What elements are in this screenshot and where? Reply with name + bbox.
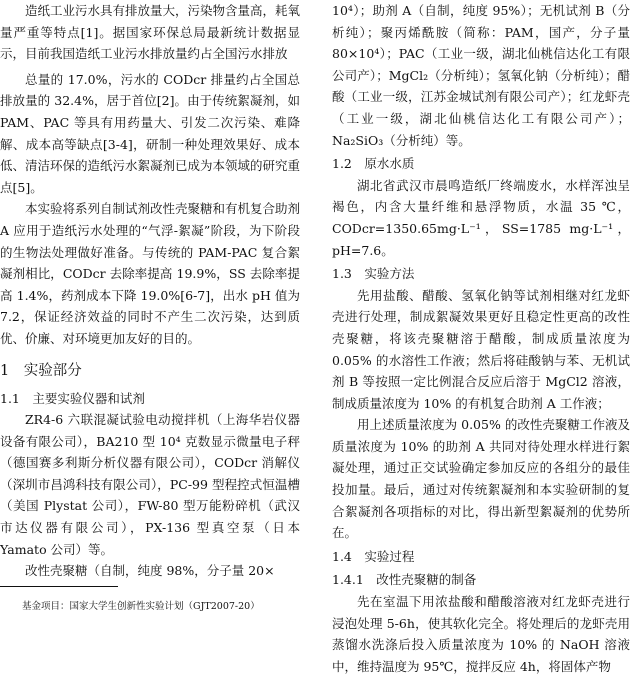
subsubsection-heading-chitosan-prep: 1.4.1 改性壳聚糖的制备	[332, 572, 477, 588]
chitosan-prep-paragraph: 先在室温下用浓盐酸和醋酸溶液对红龙虾壳进行浸泡处理 5-6h，使其软化完全。将处理后的龙虾壳用蒸馏水洗涤后投入质量浓度为 10% 的 NaOH 溶液中，维持温度为 95℃，搅拌反应 4h，将固体产物	[332, 594, 630, 674]
footnote-funding: 基金项目：国家大学生创新性实验计划（GJT2007-20）	[22, 601, 260, 612]
reagents-paragraph-continued: 10⁴）；助剂 A（自制，纯度 95%）；无机试剂 B（分析纯）；聚丙烯酰胺（简称：PAM，国产，分子量 80×10⁴）；PAC（工业一级，湖北仙桃信达化工有限公司产）；MgCl₂（分析纯）；氢氧化钠（分析纯）；醋酸（工业一级，江苏金城试剂有限公司产）；红龙虾壳（工业一级，湖北仙桃信达化工有限公司产）；Na₂SiO₃（分析纯）等。	[332, 3, 630, 148]
subsection-heading-raw-water: 1.2 原水水质	[332, 156, 415, 172]
raw-water-paragraph: 湖北省武汉市晨鸣造纸厂终端废水，水样浑浊呈褐色，内含大量纤维和悬浮物质，水温 35 ℃，CODcr=1350.65mg·L⁻¹，SS=1785 mg·L⁻¹，pH=7.6。	[332, 177, 630, 258]
reagents-paragraph-start: 改性壳聚糖（自制，纯度 98%，分子量 20×	[25, 563, 275, 579]
footnote-divider	[0, 586, 118, 587]
intro-paragraph-3: 本实验将系列自制试剂改性壳聚糖和有机复合助剂 A 应用于造纸污水处理的“气浮-絮凝”阶段，为下阶段的生物法处理做好准备。与传统的 PAM-PAC 复合絮凝剂相比，CODcr 去除率提高 19.9%，SS 去除率提高 1.4%，药剂成本下降 19.0%[6-7]，出水 pH 值为 7.2，保证经济效益的同时不产生二次污染，达到质优、价廉、对环境更加友好的目的。	[0, 201, 301, 346]
intro-paragraph-2: 总量的 17.0%，污水的 CODcr 排量约占全国总排放量的 32.4%，居于首位[2]。由于传统絮凝剂，如 PAM、PAC 等具有用药量大、引发二次污染、难降解、成本高等缺点[3-4]，研制一种处理效果好、成本低、清洁环保的造纸污水絮凝剂已成为本领域的研究重点[5]。	[0, 71, 301, 195]
section-heading-experimental: 1 实验部分	[0, 362, 82, 379]
right-column	[332, 0, 630, 677]
subsection-heading-instruments: 1.1 主要实验仪器和试剂	[0, 390, 145, 406]
subsection-heading-process: 1.4 实验过程	[332, 548, 415, 564]
method-paragraph-2: 用上述质量浓度为 0.05% 的改性壳聚糖工作液及质量浓度为 10% 的助剂 A 共同对待处理水样进行絮凝处理，通过正交试验确定参加反应的各组分的最佳投加量。最后，通过对传统絮凝剂和本实验研制的复合絮凝剂各项指标的对比，得出新型絮凝剂的优势所在。	[332, 417, 630, 541]
subsection-heading-method: 1.3 实验方法	[332, 266, 415, 282]
left-column	[0, 0, 300, 582]
instruments-paragraph: ZR4-6 六联混凝试验电动搅拌机（上海华岩仪器设备有限公司），BA210 型 10⁴ 克数显示微量电子秤（德国赛多利斯分析仪器有限公司），CODcr 消解仪（深圳市昌鸿科技有限公司），PC-99 型程控式恒温槽（美国 Plystat 公司），FW-80 型万能粉碎机（武汉市达仪器有限公司），PX-136 型真空泵（日本 Yamato 公司）等。	[0, 412, 300, 557]
intro-paragraph-1: 造纸工业污水具有排放量大，污染物含量高，耗氧量严重等特点[1]。据国家环保总局最新统计数据显示，目前我国造纸工业污水排放量约占全国污水排放	[0, 3, 301, 62]
method-paragraph-1: 先用盐酸、醋酸、氢氧化钠等试剂相继对红龙虾壳进行处理，制成絮凝效果更好且稳定性更高的改性壳聚糖，将该壳聚糖溶于醋酸，制成质量浓度为 0.05% 的水溶性工作液；然后将硅酸钠与苯、无机试剂 B 等按照一定比例混合反应后溶于 MgCl2 溶液，制成质量浓度为 10% 的有机复合助剂 A 工作液；	[332, 287, 630, 411]
